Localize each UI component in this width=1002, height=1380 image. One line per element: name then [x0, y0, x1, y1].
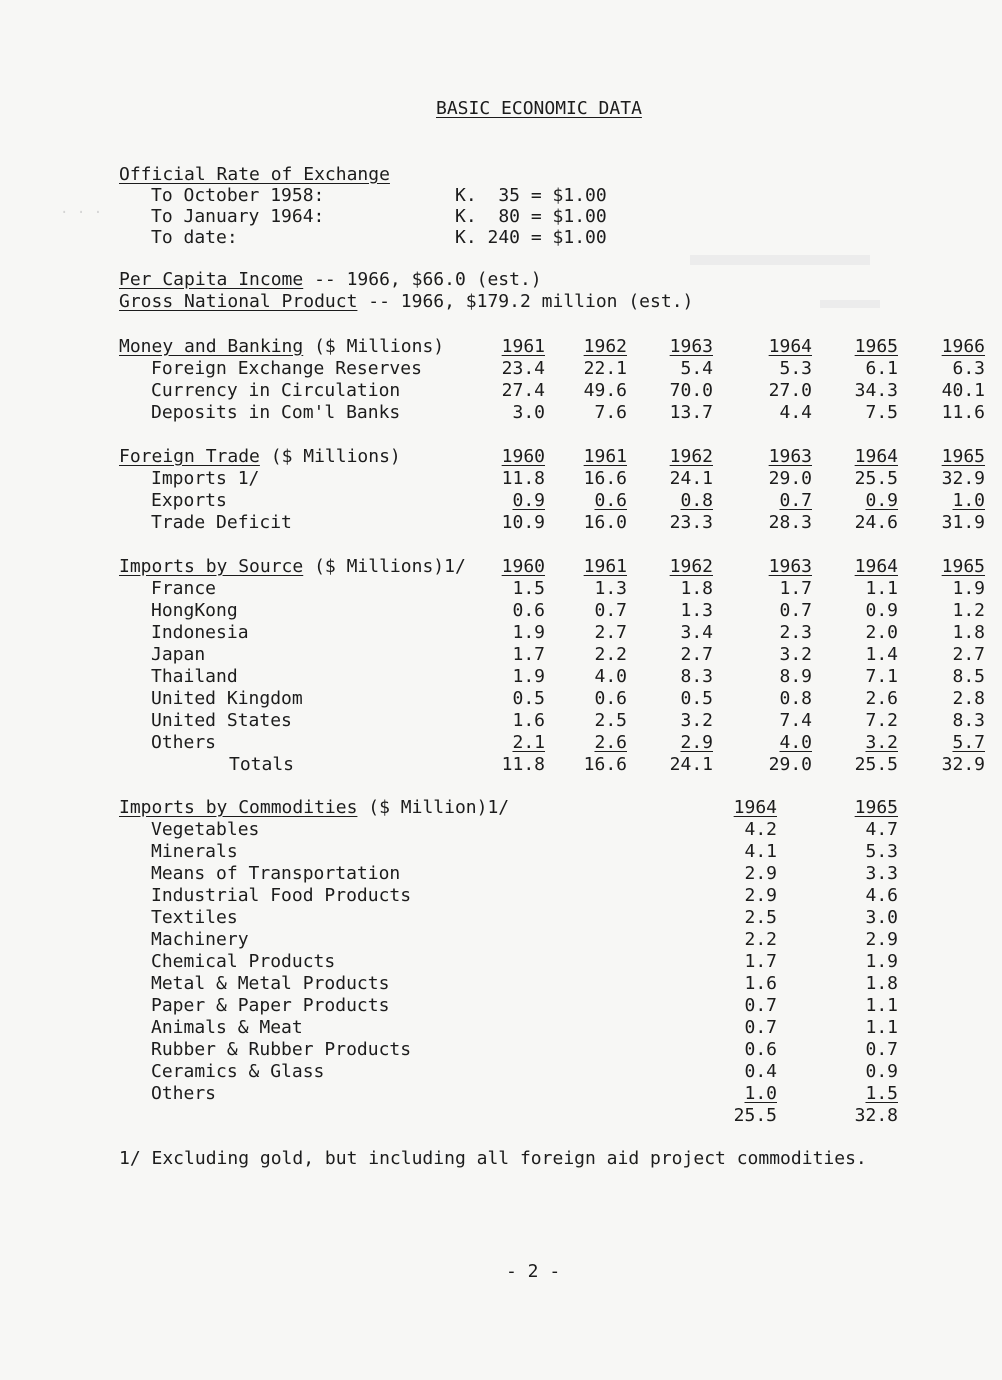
value-cell: 3.3: [865, 863, 898, 884]
exchange-heading: Official Rate of Exchange: [119, 164, 390, 185]
value-cell: 8.3: [952, 710, 985, 731]
value-cell: 27.4: [501, 380, 545, 401]
year-header: 1965: [941, 556, 985, 577]
bleed-through-mark: [820, 300, 880, 308]
row-label: Ceramics & Glass: [151, 1061, 325, 1082]
value-cell: 5.3: [865, 841, 898, 862]
total-cell: 25.5: [733, 1105, 777, 1126]
page-number: - 2 -: [506, 1261, 561, 1282]
value-cell: 8.3: [680, 666, 713, 687]
value-cell: 29.0: [768, 468, 812, 489]
value-cell: 3.2: [779, 644, 812, 665]
value-cell: 7.2: [865, 710, 898, 731]
trade-unit: ($ Millions): [259, 446, 401, 467]
row-label: HongKong: [151, 600, 238, 621]
gnp-value: -- 1966, $179.2 million (est.): [357, 291, 694, 312]
value-cell: 5.7: [952, 732, 985, 753]
value-cell: 1.5: [512, 578, 545, 599]
value-cell: 3.2: [865, 732, 898, 753]
value-cell: 24.6: [854, 512, 898, 533]
value-cell: 0.7: [744, 995, 777, 1016]
value-cell: 10.9: [501, 512, 545, 533]
row-label: Metal & Metal Products: [151, 973, 390, 994]
bleed-through-mark: · · ·: [60, 205, 103, 221]
value-cell: 6.3: [952, 358, 985, 379]
year-header: 1962: [669, 446, 713, 467]
row-label: Indonesia: [151, 622, 249, 643]
trade-heading-line: [119, 446, 401, 468]
year-header: 1961: [583, 446, 627, 467]
row-label: Textiles: [151, 907, 238, 928]
row-label: Currency in Circulation: [151, 380, 401, 401]
exchange-row-value: K. 80 = $1.00: [455, 206, 607, 227]
value-cell: 4.0: [594, 666, 627, 687]
value-cell: 0.8: [680, 490, 713, 511]
year-header: 1962: [669, 556, 713, 577]
value-cell: 25.5: [854, 468, 898, 489]
value-cell: 23.4: [501, 358, 545, 379]
value-cell: 0.4: [744, 1061, 777, 1082]
value-cell: 1.7: [744, 951, 777, 972]
value-cell: 1.0: [744, 1083, 777, 1104]
value-cell: 1.9: [512, 622, 545, 643]
gnp-label: Gross National Product: [119, 291, 358, 312]
total-cell: 11.8: [501, 754, 545, 775]
value-cell: 0.5: [680, 688, 713, 709]
year-header: 1963: [669, 336, 713, 357]
value-cell: 7.5: [865, 402, 898, 423]
row-label: Rubber & Rubber Products: [151, 1039, 412, 1060]
value-cell: 27.0: [768, 380, 812, 401]
value-cell: 4.6: [865, 885, 898, 906]
value-cell: 0.9: [865, 1061, 898, 1082]
row-label: Foreign Exchange Reserves: [151, 358, 422, 379]
value-cell: 16.6: [583, 468, 627, 489]
value-cell: 8.5: [952, 666, 985, 687]
value-cell: 13.7: [669, 402, 713, 423]
value-cell: 0.7: [865, 1039, 898, 1060]
value-cell: 1.9: [512, 666, 545, 687]
row-label: Trade Deficit: [151, 512, 292, 533]
totals-label: Totals: [229, 754, 295, 775]
year-header: 1965: [941, 446, 985, 467]
value-cell: 5.3: [779, 358, 812, 379]
year-header: 1965: [854, 336, 898, 357]
bleed-through-mark: [690, 255, 870, 265]
value-cell: 2.7: [952, 644, 985, 665]
source-unit: ($ Millions)1/: [303, 556, 466, 577]
money-unit: ($ Millions): [303, 336, 445, 357]
year-header: 1960: [501, 556, 545, 577]
value-cell: 2.6: [865, 688, 898, 709]
value-cell: 4.2: [744, 819, 777, 840]
source-heading: Imports by Source: [119, 556, 304, 577]
value-cell: 40.1: [941, 380, 985, 401]
year-header: 1961: [583, 556, 627, 577]
year-header: 1961: [501, 336, 545, 357]
value-cell: 7.4: [779, 710, 812, 731]
footnote: 1/ Excluding gold, but including all foreign aid project commodities.: [119, 1148, 867, 1169]
value-cell: 2.2: [744, 929, 777, 950]
value-cell: 0.9: [865, 600, 898, 621]
value-cell: 1.1: [865, 995, 898, 1016]
value-cell: 2.9: [865, 929, 898, 950]
value-cell: 2.1: [512, 732, 545, 753]
value-cell: 2.7: [680, 644, 713, 665]
value-cell: 1.5: [865, 1083, 898, 1104]
value-cell: 1.8: [865, 973, 898, 994]
value-cell: 4.1: [744, 841, 777, 862]
per-capita-value: -- 1966, $66.0 (est.): [303, 269, 542, 290]
value-cell: 1.0: [952, 490, 985, 511]
year-header: 1965: [854, 797, 898, 818]
value-cell: 28.3: [768, 512, 812, 533]
value-cell: 2.9: [744, 885, 777, 906]
value-cell: 1.2: [952, 600, 985, 621]
year-header: 1966: [941, 336, 985, 357]
value-cell: 7.6: [594, 402, 627, 423]
year-header: 1963: [768, 446, 812, 467]
value-cell: 0.6: [744, 1039, 777, 1060]
value-cell: 2.3: [779, 622, 812, 643]
value-cell: 8.9: [779, 666, 812, 687]
value-cell: 0.6: [512, 600, 545, 621]
value-cell: 0.6: [594, 490, 627, 511]
value-cell: 1.7: [779, 578, 812, 599]
value-cell: 1.8: [680, 578, 713, 599]
total-cell: 16.6: [583, 754, 627, 775]
year-header: 1964: [854, 446, 898, 467]
row-label: Vegetables: [151, 819, 260, 840]
value-cell: 0.7: [779, 490, 812, 511]
year-header: 1962: [583, 336, 627, 357]
value-cell: 2.6: [594, 732, 627, 753]
value-cell: 4.7: [865, 819, 898, 840]
value-cell: 3.0: [865, 907, 898, 928]
exchange-row-label: To January 1964:: [151, 206, 325, 227]
value-cell: 11.8: [501, 468, 545, 489]
value-cell: 1.7: [512, 644, 545, 665]
year-header: 1963: [768, 556, 812, 577]
total-cell: 32.8: [854, 1105, 898, 1126]
source-heading-line: [119, 556, 466, 578]
row-label: Others: [151, 1083, 217, 1104]
value-cell: 0.7: [744, 1017, 777, 1038]
year-header: 1964: [768, 336, 812, 357]
value-cell: 24.1: [669, 468, 713, 489]
commodities-heading: Imports by Commodities: [119, 797, 358, 818]
value-cell: 5.4: [680, 358, 713, 379]
value-cell: 2.0: [865, 622, 898, 643]
trade-heading: Foreign Trade: [119, 446, 260, 467]
page-title: BASIC ECONOMIC DATA: [436, 98, 642, 119]
total-cell: 32.9: [941, 754, 985, 775]
value-cell: 1.3: [680, 600, 713, 621]
value-cell: 23.3: [669, 512, 713, 533]
value-cell: 0.6: [594, 688, 627, 709]
money-heading-line: [119, 336, 444, 358]
value-cell: 0.8: [779, 688, 812, 709]
value-cell: 6.1: [865, 358, 898, 379]
value-cell: 1.1: [865, 578, 898, 599]
row-label: Animals & Meat: [151, 1017, 303, 1038]
exchange-row-value: K. 240 = $1.00: [455, 227, 607, 248]
value-cell: 2.7: [594, 622, 627, 643]
value-cell: 0.9: [865, 490, 898, 511]
value-cell: 7.1: [865, 666, 898, 687]
value-cell: 1.6: [744, 973, 777, 994]
total-cell: 24.1: [669, 754, 713, 775]
value-cell: 1.3: [594, 578, 627, 599]
value-cell: 2.5: [744, 907, 777, 928]
value-cell: 1.9: [952, 578, 985, 599]
value-cell: 0.7: [594, 600, 627, 621]
value-cell: 4.0: [779, 732, 812, 753]
exchange-row-value: K. 35 = $1.00: [455, 185, 607, 206]
row-label: Chemical Products: [151, 951, 336, 972]
value-cell: 1.9: [865, 951, 898, 972]
value-cell: 1.8: [952, 622, 985, 643]
row-label: Others: [151, 732, 217, 753]
commodities-heading-line: [119, 797, 509, 819]
row-label: Paper & Paper Products: [151, 995, 390, 1016]
value-cell: 70.0: [669, 380, 713, 401]
per-capita-label: Per Capita Income: [119, 269, 304, 290]
value-cell: 2.9: [680, 732, 713, 753]
value-cell: 2.9: [744, 863, 777, 884]
value-cell: 22.1: [583, 358, 627, 379]
value-cell: 1.1: [865, 1017, 898, 1038]
value-cell: 1.4: [865, 644, 898, 665]
value-cell: 16.0: [583, 512, 627, 533]
value-cell: 3.4: [680, 622, 713, 643]
value-cell: 34.3: [854, 380, 898, 401]
row-label: Minerals: [151, 841, 238, 862]
value-cell: 32.9: [941, 468, 985, 489]
value-cell: 3.2: [680, 710, 713, 731]
year-header: 1960: [501, 446, 545, 467]
row-label: Machinery: [151, 929, 249, 950]
value-cell: 4.4: [779, 402, 812, 423]
value-cell: 0.9: [512, 490, 545, 511]
row-label: Means of Transportation: [151, 863, 401, 884]
value-cell: 31.9: [941, 512, 985, 533]
row-label: Thailand: [151, 666, 238, 687]
value-cell: 2.5: [594, 710, 627, 731]
row-label: France: [151, 578, 217, 599]
value-cell: 2.2: [594, 644, 627, 665]
exchange-row-label: To date:: [151, 227, 238, 248]
value-cell: 49.6: [583, 380, 627, 401]
value-cell: 1.6: [512, 710, 545, 731]
total-cell: 25.5: [854, 754, 898, 775]
money-heading: Money and Banking: [119, 336, 304, 357]
per-capita-line: [119, 269, 542, 291]
value-cell: 3.0: [512, 402, 545, 423]
row-label: United States: [151, 710, 292, 731]
value-cell: 0.5: [512, 688, 545, 709]
value-cell: 11.6: [941, 402, 985, 423]
row-label: Industrial Food Products: [151, 885, 412, 906]
row-label: Japan: [151, 644, 206, 665]
year-header: 1964: [854, 556, 898, 577]
value-cell: 0.7: [779, 600, 812, 621]
row-label: United Kingdom: [151, 688, 303, 709]
row-label: Exports: [151, 490, 227, 511]
row-label: Imports 1/: [151, 468, 260, 489]
gnp-line: [119, 291, 693, 313]
row-label: Deposits in Com'l Banks: [151, 402, 401, 423]
year-header: 1964: [733, 797, 777, 818]
commodities-unit: ($ Million)1/: [357, 797, 510, 818]
value-cell: 2.8: [952, 688, 985, 709]
total-cell: 29.0: [768, 754, 812, 775]
exchange-row-label: To October 1958:: [151, 185, 325, 206]
